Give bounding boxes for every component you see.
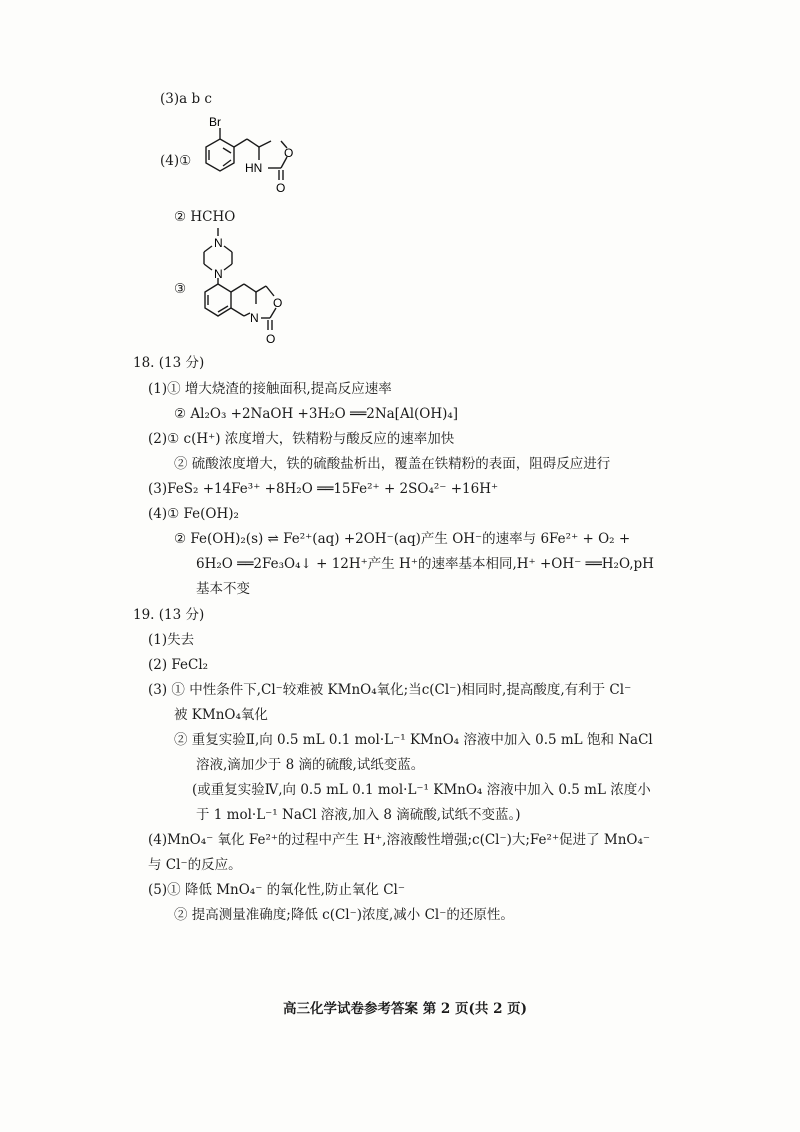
q19-line-9: (4)MnO₄⁻ 氧化 Fe²⁺的过程中产生 H⁺,溶液酸性增强;c(Cl⁻)大;Fe²⁺促进了 MnO₄⁻ <box>148 832 650 848</box>
atom-n-top: N <box>214 236 223 250</box>
q19-line-3: (3) ① 中性条件下,Cl⁻较难被 KMnO₄氧化;当c(Cl⁻)相同时,提高酸度,有利于 Cl⁻ <box>148 682 632 698</box>
structure-piperazinyl-tricycle <box>196 226 306 346</box>
atom-o-ring-2: O <box>273 296 283 310</box>
q17-part4-3-label: ③ <box>174 281 187 297</box>
q19-line-6: 溶液,滴加少于 8 滴的硫酸,试纸变蓝。 <box>196 757 425 773</box>
q19-line-11: (5)① 降低 MnO₄⁻ 的氧化性,防止氧化 Cl⁻ <box>148 882 405 898</box>
atom-hn: HN <box>245 161 263 175</box>
atom-o-carbonyl-2: O <box>266 332 276 346</box>
atom-o-carbonyl: O <box>276 181 286 195</box>
benzene-ring <box>206 139 234 171</box>
q18-line-8: 6H₂O ══2Fe₃O₄↓ + 12H⁺产生 H⁺的速率基本相同,H⁺ +OH⁻ ══H₂O,pH <box>196 556 654 572</box>
q19-line-4: 被 KMnO₄氧化 <box>174 707 268 723</box>
q17-part3: (3)a b c <box>160 91 212 107</box>
q18-line-1: (1)① 增大烧渣的接触面积,提高反应速率 <box>148 381 392 397</box>
q18-line-7: ② Fe(OH)₂(s) ⇌ Fe²⁺(aq) +2OH⁻(aq)产生 OH⁻的速率与 6Fe²⁺ + O₂ + <box>174 531 631 547</box>
q18-header: 18. (13 分) <box>133 355 205 371</box>
atom-n-ring: N <box>250 311 259 325</box>
q18-line-6: (4)① Fe(OH)₂ <box>148 506 239 522</box>
q19-line-12: ② 提高测量准确度;降低 c(Cl⁻)浓度,减小 Cl⁻的还原性。 <box>174 907 514 923</box>
q19-line-7: (或重复实验Ⅳ,向 0.5 mL 0.1 mol·L⁻¹ KMnO₄ 溶液中加入 0.5 mL 浓度小 <box>192 782 651 798</box>
q18-line-2: ② Al₂O₃ +2NaOH +3H₂O ══2Na[Al(OH)₄] <box>174 406 459 422</box>
structure-bromobenzyl-oxazolidinone <box>195 108 345 198</box>
q19-line-5: ② 重复实验Ⅱ,向 0.5 mL 0.1 mol·L⁻¹ KMnO₄ 溶液中加入 0.5 mL 饱和 NaCl <box>174 732 653 748</box>
q17-part4-1-label: (4)① <box>160 153 192 169</box>
atom-br: Br <box>209 115 221 129</box>
page-footer: 高三化学试卷参考答案 第 2 页(共 2 页) <box>283 1001 528 1017</box>
q19-line-1: (1)失去 <box>148 632 195 648</box>
q18-line-9: 基本不变 <box>196 581 250 597</box>
q17-part4-2: ② HCHO <box>174 209 236 225</box>
q19-header: 19. (13 分) <box>133 607 205 623</box>
q18-line-3: (2)① c(H⁺) 浓度增大，铁精粉与酸反应的速率加快 <box>148 431 455 447</box>
q18-line-5: (3)FeS₂ +14Fe³⁺ +8H₂O ══15Fe²⁺ + 2SO₄²⁻ +16H⁺ <box>148 481 499 497</box>
q18-line-4: ② 硫酸浓度增大，铁的硫酸盐析出，覆盖在铁精粉的表面，阻碍反应进行 <box>174 456 611 472</box>
q19-line-2: (2) FeCl₂ <box>148 657 209 673</box>
atom-n-bottom: N <box>214 267 223 281</box>
atom-o-ring: O <box>284 146 294 160</box>
q19-line-8: 于 1 mol·L⁻¹ NaCl 溶液,加入 8 滴硫酸,试纸不变蓝。) <box>196 807 521 823</box>
q19-line-10: 与 Cl⁻的反应。 <box>148 857 242 873</box>
